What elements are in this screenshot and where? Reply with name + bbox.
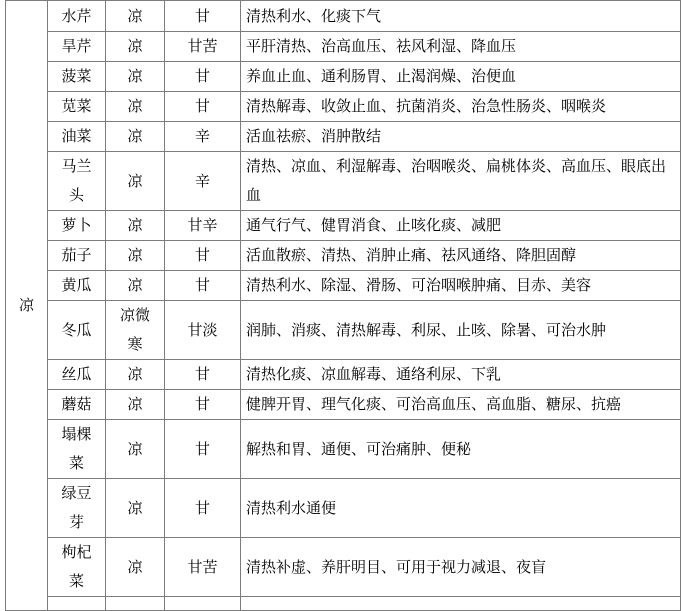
vegetable-effects: 清热补虚、养肝明目、可用于视力减退、夜盲 [241, 538, 681, 597]
table-row [6, 1, 681, 32]
vegetable-name: 马兰头 [61, 157, 92, 204]
table-row [6, 211, 681, 241]
vegetable-name: 蘑菇 [48, 390, 106, 420]
table-row [6, 62, 681, 92]
vegetable-nature-cell [106, 301, 165, 360]
vegetable-name: 苋菜 [48, 92, 106, 122]
vegetable-name: 塌棵菜 [61, 425, 92, 472]
vegetable-effects: 活血散瘀、清热、消肿止痛、祛风通络、降胆固醇 [241, 241, 681, 271]
vegetable-effects: 健脾开胃、理气化痰、可治高血压、高血脂、糖尿、抗癌 [241, 390, 681, 420]
vegetable-effects: 清热化痰、凉血解毒、通络利尿、下乳 [241, 360, 681, 390]
vegetable-nature: 凉 [106, 479, 165, 538]
vegetable-name-cell [48, 538, 106, 597]
vegetable-nature: 凉 [106, 420, 165, 479]
vegetable-effects: 清热利水、化痰下气 [241, 1, 681, 32]
vegetable-nature: 凉 [106, 32, 165, 62]
vegetable-name: 菠菜 [48, 62, 106, 92]
vegetable-nature: 凉 [106, 152, 165, 211]
vegetable-name: 冬瓜 [48, 301, 106, 360]
table-row [6, 538, 681, 597]
vegetable-name: 黄瓜 [48, 271, 106, 301]
vegetable-nature: 凉 [106, 1, 165, 32]
table-row [6, 360, 681, 390]
vegetable-flavor: 甘淡 [165, 301, 241, 360]
vegetable-flavor: 甘苦 [165, 538, 241, 597]
vegetable-flavor: 甘 [165, 92, 241, 122]
vegetable-effects: 清热利水通便 [241, 479, 681, 538]
vegetable-name: 水芹 [48, 1, 106, 32]
table-row [6, 271, 681, 301]
category-cell: 凉 [6, 1, 48, 611]
vegetable-name-cell [48, 479, 106, 538]
vegetable-name: 丝瓜 [48, 360, 106, 390]
vegetable-properties-table [5, 0, 681, 611]
table-row [6, 152, 681, 211]
vegetable-effects: 解热和胃、通便、可治痛肿、便秘 [241, 420, 681, 479]
vegetable-nature: 凉 [106, 62, 165, 92]
vegetable-effects: 通气行气、健胃消食、止咳化痰、减肥 [241, 211, 681, 241]
vegetable-flavor: 甘 [165, 479, 241, 538]
vegetable-flavor: 甘 [165, 241, 241, 271]
vegetable-name: 绿豆芽 [61, 484, 92, 531]
vegetable-flavor: 甘 [165, 62, 241, 92]
vegetable-flavor: 甘 [165, 271, 241, 301]
table-row [6, 122, 681, 152]
table-row [6, 390, 681, 420]
vegetable-name-cell [48, 420, 106, 479]
vegetable-flavor: 甘 [165, 390, 241, 420]
vegetable-name: 萝卜 [48, 211, 106, 241]
vegetable-nature: 凉 [106, 538, 165, 597]
vegetable-name: 油菜 [48, 122, 106, 152]
vegetable-name: 枸杞菜 [61, 543, 92, 590]
vegetable-flavor: 辛 [165, 152, 241, 211]
table-row [6, 479, 681, 538]
vegetable-effects: 润肺、消痰、清热解毒、利尿、止咳、除暑、可治水肿 [241, 301, 681, 360]
table-row [6, 301, 681, 360]
vegetable-nature: 凉 [106, 92, 165, 122]
vegetable-flavor: 甘 [165, 1, 241, 32]
vegetable-nature: 凉 [106, 360, 165, 390]
vegetable-flavor: 甘辛 [165, 211, 241, 241]
vegetable-effects: 养血止血、通利肠胃、止渴润燥、治便血 [241, 62, 681, 92]
vegetable-effects: 活血祛瘀、消肿散结 [241, 122, 681, 152]
vegetable-flavor: 甘苦 [165, 32, 241, 62]
table-row [6, 92, 681, 122]
vegetable-name-cell [48, 152, 106, 211]
table-row [6, 420, 681, 479]
vegetable-nature: 凉 [106, 271, 165, 301]
vegetable-effects: 清热、凉血、利湿解毒、治咽喉炎、扁桃体炎、高血压、眼底出血 [241, 152, 681, 211]
vegetable-flavor: 甘 [165, 360, 241, 390]
vegetable-effects: 清热解毒、收敛止血、抗菌消炎、治急性肠炎、咽喉炎 [241, 92, 681, 122]
vegetable-nature: 凉 [106, 211, 165, 241]
vegetable-effects: 清热利水、除湿、滑肠、可治咽喉肿痛、目赤、美容 [241, 271, 681, 301]
vegetable-effects: 平肝清热、治高血压、祛风利湿、降血压 [241, 32, 681, 62]
vegetable-flavor: 辛 [165, 122, 241, 152]
vegetable-flavor: 甘 [165, 420, 241, 479]
table-row [6, 241, 681, 271]
vegetable-nature: 凉 [106, 241, 165, 271]
vegetable-name: 茄子 [48, 241, 106, 271]
vegetable-nature: 凉 [106, 122, 165, 152]
table-container [5, 0, 681, 611]
vegetable-nature: 凉微寒 [119, 306, 150, 353]
vegetable-nature: 凉 [106, 390, 165, 420]
table-row [6, 32, 681, 62]
vegetable-name: 旱芹 [48, 32, 106, 62]
